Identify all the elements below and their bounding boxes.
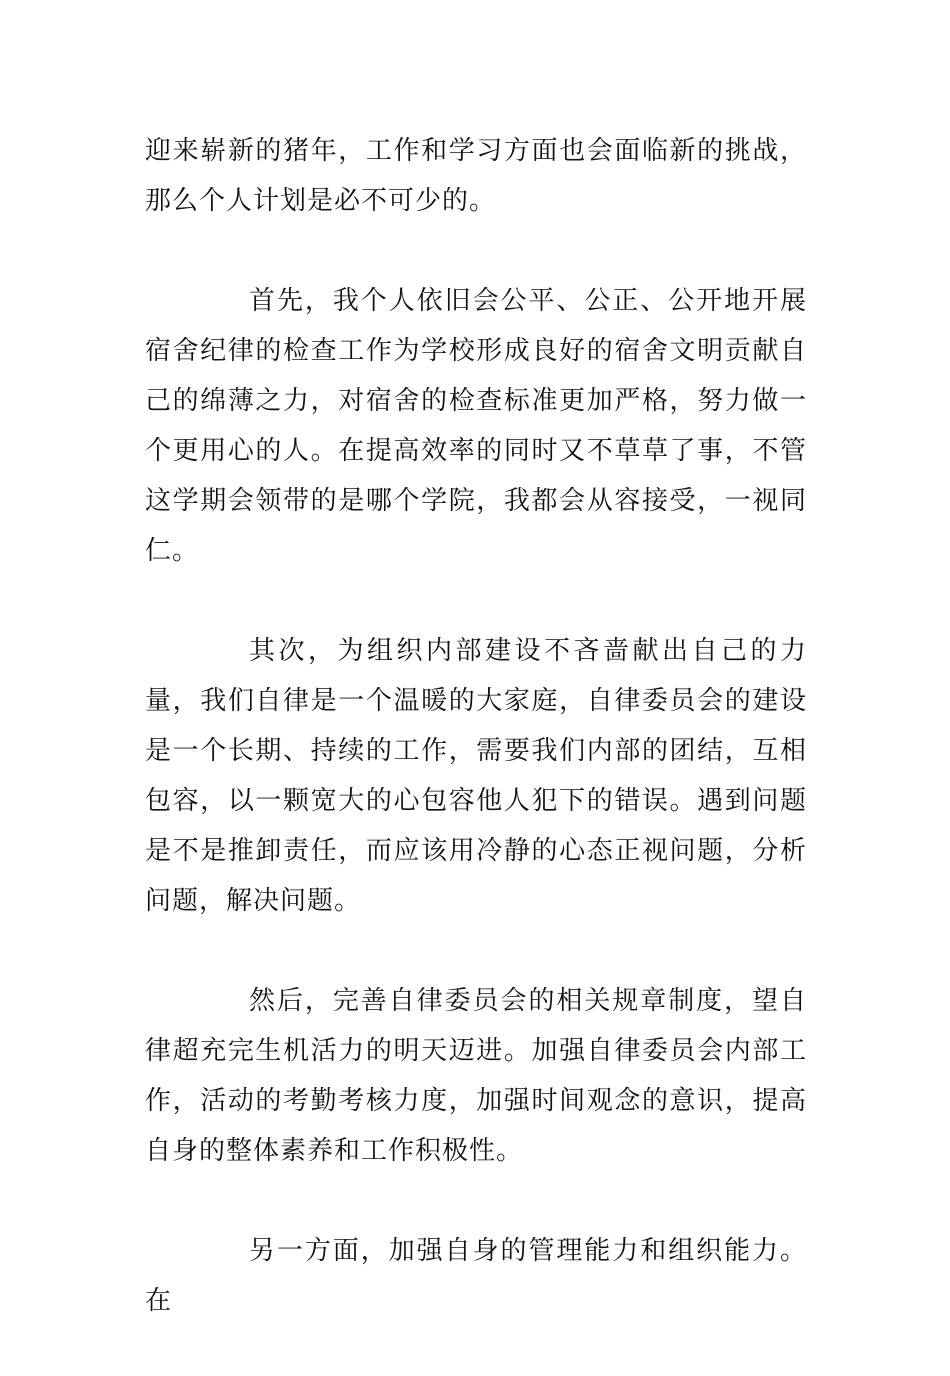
- paragraph-fourth: 另一方面，加强自身的管理能力和组织能力。在: [145, 1236, 807, 1316]
- document-body: [145, 126, 807, 1376]
- paragraph-first: 首先，我个人依旧会公平、公正、公开地开展宿舍纪律的检查工作为学校形成良好的宿舍文明贡献自己的绵薄之力，对宿舍的检查标准更加严格，努力做一个更用心的人。在提高效率的同时又不草草了事，不管这学期会领带的是哪个学院，我都会从容接受，一视同仁。: [145, 286, 807, 566]
- paragraph-second: 其次，为组织内部建设不吝啬献出自己的力量，我们自律是一个温暖的大家庭，自律委员会的建设是一个长期、持续的工作，需要我们内部的团结，互相包容，以一颗宽大的心包容他人犯下的错误。遇到问题是不是推卸责任，而应该用冷静的心态正视问题，分析问题，解决问题。: [145, 636, 807, 916]
- paragraph-third: 然后，完善自律委员会的相关规章制度，望自律超充完生机活力的明天迈进。加强自律委员会内部工作，活动的考勤考核力度，加强时间观念的意识，提高自身的整体素养和工作积极性。: [145, 986, 807, 1166]
- paragraph-intro: 迎来崭新的猪年，工作和学习方面也会面临新的挑战，那么个人计划是必不可少的。: [145, 136, 807, 216]
